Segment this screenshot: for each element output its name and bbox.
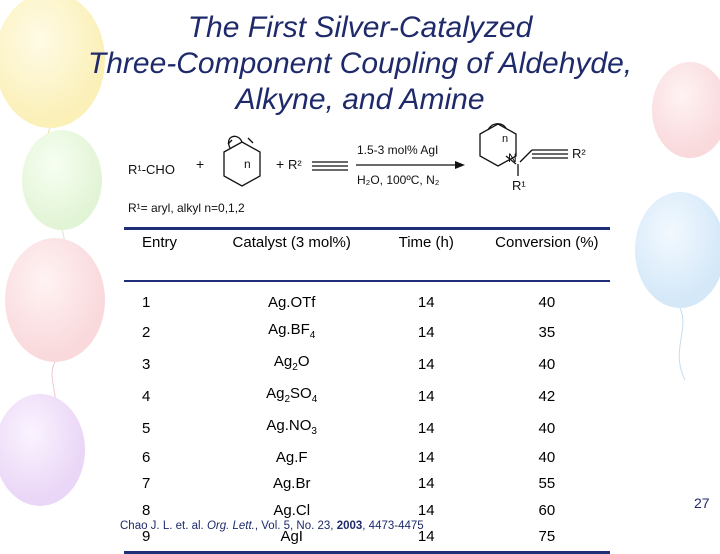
table-row: [124, 413, 610, 445]
title-line-2: Three-Component Coupling of Aldehyde,: [87, 47, 633, 80]
aldehyde-label: R¹-CHO: [128, 162, 175, 177]
title-line-1: The First Silver-Catalyzed: [187, 11, 533, 44]
amine-n-label: n: [244, 157, 251, 171]
cell-time: 14: [417, 501, 435, 519]
table-row: [124, 471, 610, 498]
conditions-label: H₂O, 100ºC, N₂: [357, 173, 440, 187]
cell-entry: 9: [142, 528, 151, 546]
cell-time: 14: [417, 448, 435, 466]
cell-conversion: 35: [538, 323, 556, 341]
plus-sign-1: +: [196, 156, 205, 172]
cell-entry: 2: [142, 323, 151, 341]
page-number: 27: [694, 495, 710, 511]
cell-time: 14: [417, 475, 435, 493]
table-row: [124, 381, 610, 413]
cell-conversion: 42: [538, 387, 556, 405]
product-r2-label: R²: [572, 146, 586, 161]
citation-details: , Vol. 5, No. 23,: [254, 520, 337, 532]
cell-entry: 7: [142, 475, 151, 493]
slide-title: [0, 10, 720, 118]
cell-catalyst: Ag.F: [275, 448, 308, 466]
table-header-row: [124, 229, 610, 282]
cell-catalyst: $Ag.NO_3$: [266, 416, 317, 437]
reaction-scheme: [120, 120, 610, 230]
cell-time: 14: [417, 419, 435, 437]
citation-journal: Org. Lett.: [206, 520, 255, 532]
cell-time: 14: [417, 323, 435, 341]
cell-conversion: 40: [538, 355, 556, 373]
catalyst-label: 1.5-3 mol% AgI: [357, 143, 439, 157]
table-row: [124, 281, 610, 317]
balloon-blue-icon: [635, 192, 720, 380]
cell-catalyst: Ag.Cl: [273, 501, 311, 519]
title-line-3: Alkyne, and Amine: [235, 83, 485, 116]
cell-catalyst: $Ag_2O$: [273, 352, 310, 373]
cell-time: 14: [417, 294, 435, 312]
header-entry: Entry: [142, 234, 178, 251]
cell-conversion: 60: [538, 501, 556, 519]
reaction-arrowhead: [455, 161, 465, 169]
citation-pages: , 4473-4475: [362, 520, 424, 532]
cell-catalyst: AgI: [280, 528, 303, 546]
table-row: [124, 349, 610, 381]
plus-sign-2: +: [276, 156, 285, 172]
cell-time: 14: [417, 355, 435, 373]
cell-conversion: 40: [538, 448, 556, 466]
product-n-label: n: [502, 133, 509, 145]
cell-conversion: 55: [538, 475, 556, 493]
cell-catalyst: Ag.OTf: [267, 294, 316, 312]
cell-catalyst: Ag.Br: [272, 475, 311, 493]
cell-catalyst: $Ag.BF_4$: [268, 320, 316, 341]
cell-entry: 1: [142, 294, 151, 312]
balloon-purple-icon: [0, 394, 85, 506]
catalyst-screening-table: [124, 227, 610, 554]
cell-catalyst: $Ag_2SO_4$: [266, 384, 318, 405]
header-conversion: Conversion (%): [495, 234, 599, 251]
substituent-note: R¹= aryl, alkyl n=0,1,2: [128, 201, 245, 215]
cell-time: 14: [417, 528, 435, 546]
cell-entry: 4: [142, 387, 151, 405]
cell-entry: 3: [142, 355, 151, 373]
product-nitrogen-label: N: [508, 151, 517, 165]
cell-conversion: 40: [538, 419, 556, 437]
table-row: [124, 445, 610, 472]
cell-time: 14: [417, 387, 435, 405]
cell-entry: 8: [142, 501, 151, 519]
table-row: [124, 317, 610, 349]
citation-authors: Chao J. L. et. al.: [120, 520, 207, 532]
alkyne-r2-label: R²: [288, 157, 302, 172]
product-r1-label: R¹: [512, 178, 526, 193]
citation-year: 2003: [336, 520, 363, 532]
cyclic-amine-structure: [224, 136, 260, 186]
product-structure: [480, 124, 568, 176]
alkyne-triple-bond: [312, 162, 348, 170]
header-catalyst: Catalyst (3 mol%): [232, 234, 351, 251]
header-time: Time (h): [398, 234, 454, 251]
cell-entry: 5: [142, 419, 151, 437]
cell-conversion: 75: [538, 528, 556, 546]
citation: [120, 520, 424, 532]
cell-entry: 6: [142, 448, 151, 466]
cell-conversion: 40: [538, 294, 556, 312]
